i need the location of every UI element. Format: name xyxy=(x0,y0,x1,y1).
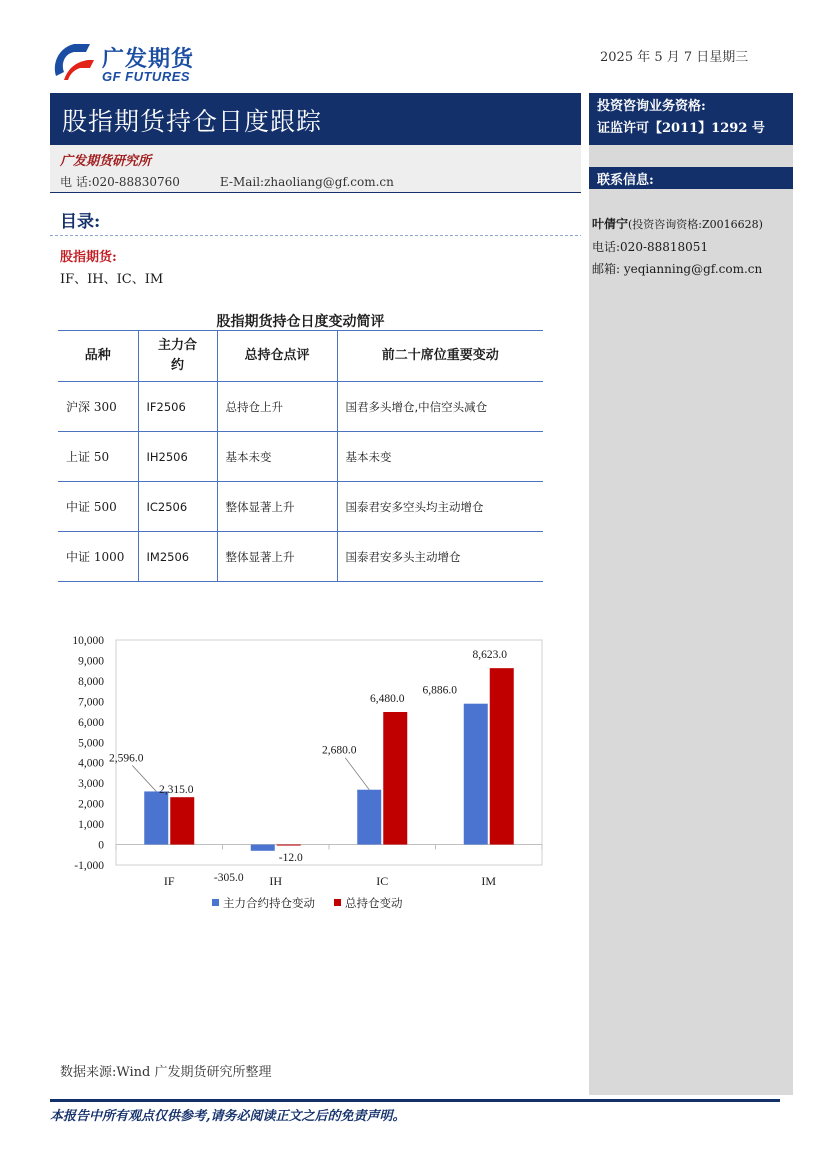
report-date: 2025 年 5 月 7 日星期三 xyxy=(600,50,749,65)
legend-swatch xyxy=(334,899,341,906)
y-tick-label: 10,000 xyxy=(72,635,104,647)
label-leader-line xyxy=(132,765,156,791)
qualification-line-2: 证监许可【2011】1292 号 xyxy=(597,121,765,136)
chart-bar xyxy=(490,668,514,844)
chart-bar xyxy=(170,797,194,844)
data-label: 8,623.0 xyxy=(472,649,507,662)
title-bar xyxy=(50,93,581,145)
data-label: 6,480.0 xyxy=(370,693,405,705)
cell-variety: 沪深 300 xyxy=(58,382,138,432)
cell-oi-comment: 总持仓上升 xyxy=(217,382,337,432)
cell-variety: 中证 1000 xyxy=(58,532,138,582)
label-leader-line xyxy=(345,758,369,790)
cell-contract: IM2506 xyxy=(138,532,217,582)
toc-divider xyxy=(50,235,581,236)
header-total-oi: 总持仓点评 xyxy=(217,331,337,382)
contact-info xyxy=(592,213,763,280)
institute-contact xyxy=(60,173,394,190)
x-tick-label: IC xyxy=(376,874,389,888)
qualification-box xyxy=(589,93,793,145)
table-row xyxy=(58,532,543,582)
institute-email[interactable]: E-Mail:zhaoliang@gf.com.cn xyxy=(219,175,394,189)
footer-divider xyxy=(50,1099,780,1102)
table-title: 股指期货持仓日度变动简评 xyxy=(216,314,385,330)
sidebar-panel xyxy=(589,145,793,1095)
cell-variety: 中证 500 xyxy=(58,482,138,532)
cell-top20: 国泰君安多空头均主动增仓 xyxy=(337,482,543,532)
institute-phone: 电 话:020-88830760 xyxy=(60,175,180,189)
y-tick-label: 4,000 xyxy=(78,757,104,770)
cell-top20: 国君多头增仓,中信空头减仓 xyxy=(337,382,543,432)
table-row xyxy=(58,382,543,432)
cell-top20: 国泰君安多头主动增仓 xyxy=(337,532,543,582)
page-title: 股指期货持仓日度跟踪 xyxy=(62,107,323,136)
x-tick-label: IF xyxy=(163,874,175,888)
table-header-row xyxy=(58,331,543,382)
data-label: -305.0 xyxy=(213,871,244,884)
cell-oi-comment: 基本未变 xyxy=(217,432,337,482)
y-tick-label: 7,000 xyxy=(78,696,104,709)
cell-contract: IH2506 xyxy=(138,432,217,482)
logo-text-cn: 广发期货 xyxy=(102,47,195,72)
cell-top20: 基本未变 xyxy=(337,432,543,482)
toc-items[interactable]: IF、IH、IC、IM xyxy=(60,272,164,287)
y-tick-label: 6,000 xyxy=(78,716,104,729)
chart-bar xyxy=(251,845,275,851)
data-label: 2,596.0 xyxy=(109,752,144,765)
data-source: 数据来源:Wind 广发期货研究所整理 xyxy=(60,1065,272,1080)
data-label: 6,886.0 xyxy=(422,684,457,697)
cell-contract: IC2506 xyxy=(138,482,217,532)
data-label: -12.0 xyxy=(278,851,303,864)
analyst-phone: 电话:020-88818051 xyxy=(592,240,709,254)
header-variety: 品种 xyxy=(58,331,138,382)
oi-change-chart xyxy=(58,628,548,928)
chart-bar xyxy=(357,790,381,845)
contact-heading: 联系信息: xyxy=(589,167,793,189)
toc-section[interactable]: 股指期货: xyxy=(60,250,117,265)
legend-label: 总持仓变动 xyxy=(345,896,403,910)
x-tick-label: IH xyxy=(269,874,283,888)
summary-table xyxy=(58,330,543,582)
analyst-email[interactable]: 邮箱: yeqianning@gf.com.cn xyxy=(592,262,763,276)
toc-title: 目录: xyxy=(60,212,101,232)
logo-text-en: GF FUTURES xyxy=(102,69,191,84)
data-label: 2,680.0 xyxy=(322,744,357,757)
disclaimer-note: 本报告中所有观点仅供参考,请务必阅读正文之后的免责声明。 xyxy=(50,1109,406,1124)
header-main-contract: 主力合约 xyxy=(138,331,217,382)
y-tick-label: 2,000 xyxy=(78,798,104,811)
y-tick-label: 5,000 xyxy=(78,737,104,750)
table-row xyxy=(58,482,543,532)
chart-bar xyxy=(383,712,407,845)
x-tick-label: IM xyxy=(481,874,497,888)
institute-name: 广发期货研究所 xyxy=(60,154,152,169)
y-tick-label: 1,000 xyxy=(78,819,104,832)
cell-oi-comment: 整体显著上升 xyxy=(217,482,337,532)
qualification-line-1: 投资咨询业务资格: xyxy=(597,99,706,114)
y-tick-label: 8,000 xyxy=(78,675,104,688)
legend-label: 主力合约持仓变动 xyxy=(223,896,315,910)
data-label: 2,315.0 xyxy=(159,784,194,797)
analyst-qualification: (投资咨询资格:Z0016628) xyxy=(628,218,763,231)
analyst-name: 叶倩宁 xyxy=(592,217,629,231)
cell-variety: 上证 50 xyxy=(58,432,138,482)
legend-swatch xyxy=(212,899,219,906)
table-row xyxy=(58,432,543,482)
y-tick-label: -1,000 xyxy=(74,860,104,872)
company-logo xyxy=(50,40,210,88)
y-tick-label: 9,000 xyxy=(78,655,104,668)
chart-bar xyxy=(277,845,301,846)
chart-bar xyxy=(144,791,168,844)
y-tick-label: 0 xyxy=(98,839,104,852)
chart-bar xyxy=(464,704,488,845)
y-tick-label: 3,000 xyxy=(78,778,104,791)
gf-logo-icon xyxy=(50,40,96,84)
cell-oi-comment: 整体显著上升 xyxy=(217,532,337,582)
cell-contract: IF2506 xyxy=(138,382,217,432)
header-top20: 前二十席位重要变动 xyxy=(337,331,543,382)
